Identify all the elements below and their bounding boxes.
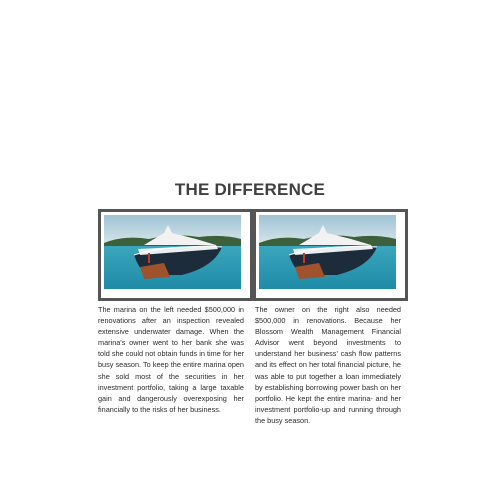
left-column-text: The marina on the left needed $500,000 in renovations after an inspection revealed extensive underwater damage. When the marina's owner went to her bank she was told she could not obtain funds in time for her busy season. To keep the entire marina open she sold most of the securities in her investment portfolio, taking a large taxable gain and dangerously overexposing her financially to the risks of her business. <box>98 305 244 414</box>
left-photo-frame <box>98 209 253 301</box>
right-photo-frame <box>253 209 408 301</box>
yacht-photo <box>104 215 241 289</box>
right-column-text: The owner on the right also needed $500,000 in renovations. Because her Blossom Wealth Management Financial Advisor went beyond investments to understand her business' cash flow patterns and its effect on her total financial picture, he was able to put together a loan immediately by establishing borrowing power bash on her portfolio. He kept the entire marina- and her investment portfolio-up and running through the busy season. <box>255 305 401 425</box>
page-title: THE DIFFERENCE <box>174 180 326 199</box>
yacht-photo <box>259 215 396 289</box>
